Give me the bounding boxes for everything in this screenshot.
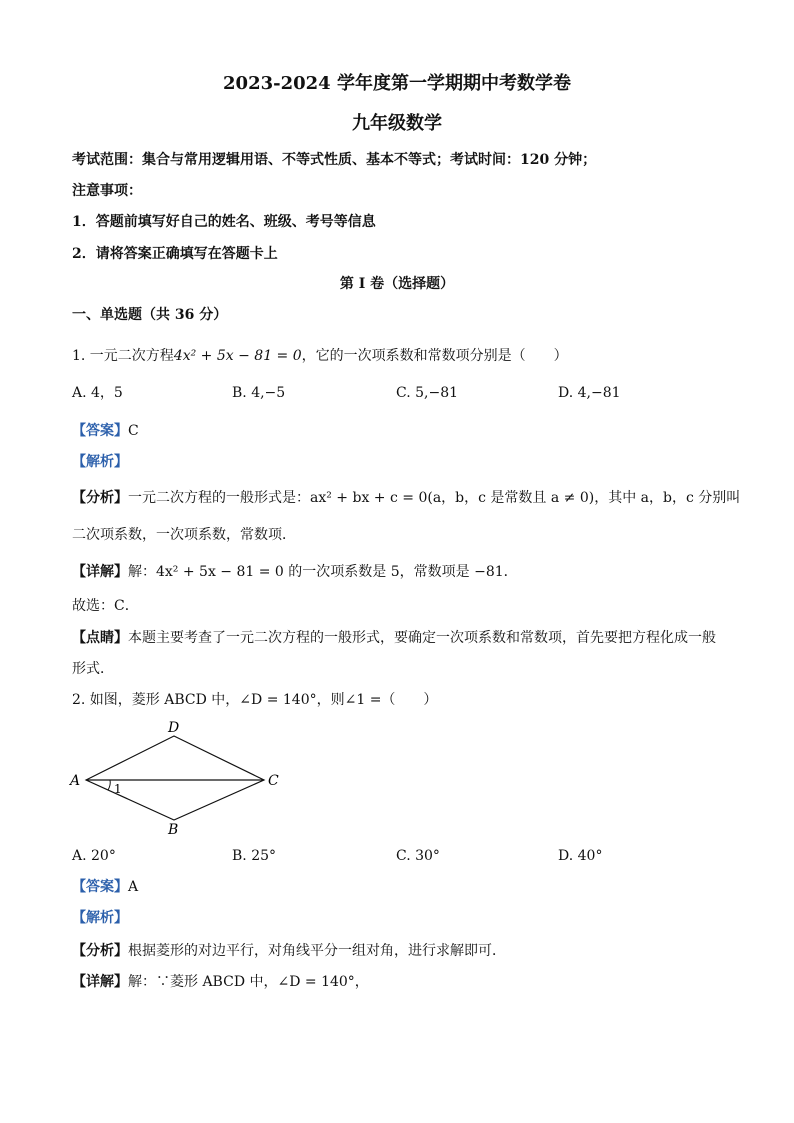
- rhombus-outline: [86, 736, 264, 820]
- q2-answer-tag: 【答案】: [72, 879, 128, 895]
- q1-equation: 4x² + 5x − 81 = 0: [173, 348, 302, 364]
- q1-dianjing-tag: 【点睛】: [72, 630, 128, 646]
- q1-option-c: C. 5,−81: [396, 385, 459, 401]
- q1-option-d: D. 4,−81: [558, 385, 621, 401]
- q2-xiangjie: [72, 972, 369, 992]
- label-c: C: [268, 773, 279, 789]
- label-a: A: [70, 773, 81, 789]
- section-heading: 一、单选题（共 36 分）: [72, 307, 228, 323]
- q2-xiangjie-tag: 【详解】: [72, 974, 128, 990]
- q2-analysis-line: [72, 908, 128, 928]
- q1-option-a: A. 4，5: [72, 385, 123, 401]
- angle-1-arc: [108, 780, 110, 790]
- q1-fenxi-cont: 二次项系数，一次项系数，常数项．: [72, 527, 296, 543]
- q2-stem: 2. 如图，菱形 ABCD 中，∠D = 140°，则∠1 =（ ）: [72, 692, 438, 708]
- note-2: 2．请将答案正确填写在答题卡上: [72, 246, 278, 262]
- q2-answer: A: [128, 879, 139, 895]
- q1-fenxi-text: 一元二次方程的一般形式是：ax² + bx + c = 0(a，b，c 是常数且 a ≠ 0)，其中 a，b，c 分别叫: [128, 490, 741, 506]
- q1-analysis-line: [72, 452, 128, 472]
- q1-answer-line: [72, 421, 139, 441]
- q1-xiangjie: [72, 562, 518, 582]
- q1-stem: [72, 346, 568, 366]
- q2-fenxi-tag: 【分析】: [72, 943, 128, 959]
- q1-fenxi: [72, 488, 740, 508]
- q2-option-b: B. 25°: [232, 848, 277, 864]
- q1-answer: C: [128, 423, 139, 439]
- q2-xiangjie-text: 解：∵菱形 ABCD 中，∠D = 140°，: [128, 974, 369, 990]
- notes-title: 注意事项：: [72, 183, 142, 199]
- q1-xiangjie-text: 解：4x² + 5x − 81 = 0 的一次项系数是 5，常数项是 −81．: [128, 564, 518, 580]
- label-angle-1: 1: [114, 782, 122, 796]
- q1-dianjing: [72, 628, 716, 648]
- label-d: D: [168, 720, 180, 736]
- q1-analysis-tag: 【解析】: [72, 454, 128, 470]
- q1-xiangjie-tag: 【详解】: [72, 564, 128, 580]
- q1-stem-prefix: 1. 一元二次方程: [72, 348, 174, 364]
- exam-scope: 考试范围：集合与常用逻辑用语、不等式性质、基本不等式；考试时间：120 分钟；: [72, 152, 597, 168]
- q1-option-b: B. 4,−5: [232, 385, 286, 401]
- q1-fenxi-tag: 【分析】: [72, 490, 128, 506]
- exam-title: 2023-2024 学年度第一学期期中考数学卷: [223, 73, 571, 94]
- q2-option-d: D. 40°: [558, 848, 603, 864]
- q2-analysis-tag: 【解析】: [72, 910, 128, 926]
- rhombus-figure: [64, 718, 294, 842]
- q2-fenxi: [72, 941, 506, 961]
- q1-dianjing-text: 本题主要考查了一元二次方程的一般形式，要确定一次项系数和常数项，首先要把方程化成一般: [128, 630, 716, 646]
- note-1: 1．答题前填写好自己的姓名、班级、考号等信息: [72, 214, 376, 230]
- exam-subtitle: 九年级数学: [352, 113, 442, 134]
- q1-dianjing-cont: 形式．: [72, 661, 114, 677]
- q1-answer-tag: 【答案】: [72, 423, 128, 439]
- q2-option-a: A. 20°: [72, 848, 116, 864]
- q2-fenxi-text: 根据菱形的对边平行，对角线平分一组对角，进行求解即可．: [128, 943, 506, 959]
- q1-choice: 故选：C．: [72, 598, 139, 614]
- label-b: B: [168, 822, 179, 838]
- q2-option-c: C. 30°: [396, 848, 440, 864]
- q2-answer-line: [72, 877, 138, 897]
- volume-heading: 第 I 卷（选择题）: [339, 276, 455, 292]
- q1-stem-suffix: ，它的一次项系数和常数项分别是（ ）: [301, 348, 568, 364]
